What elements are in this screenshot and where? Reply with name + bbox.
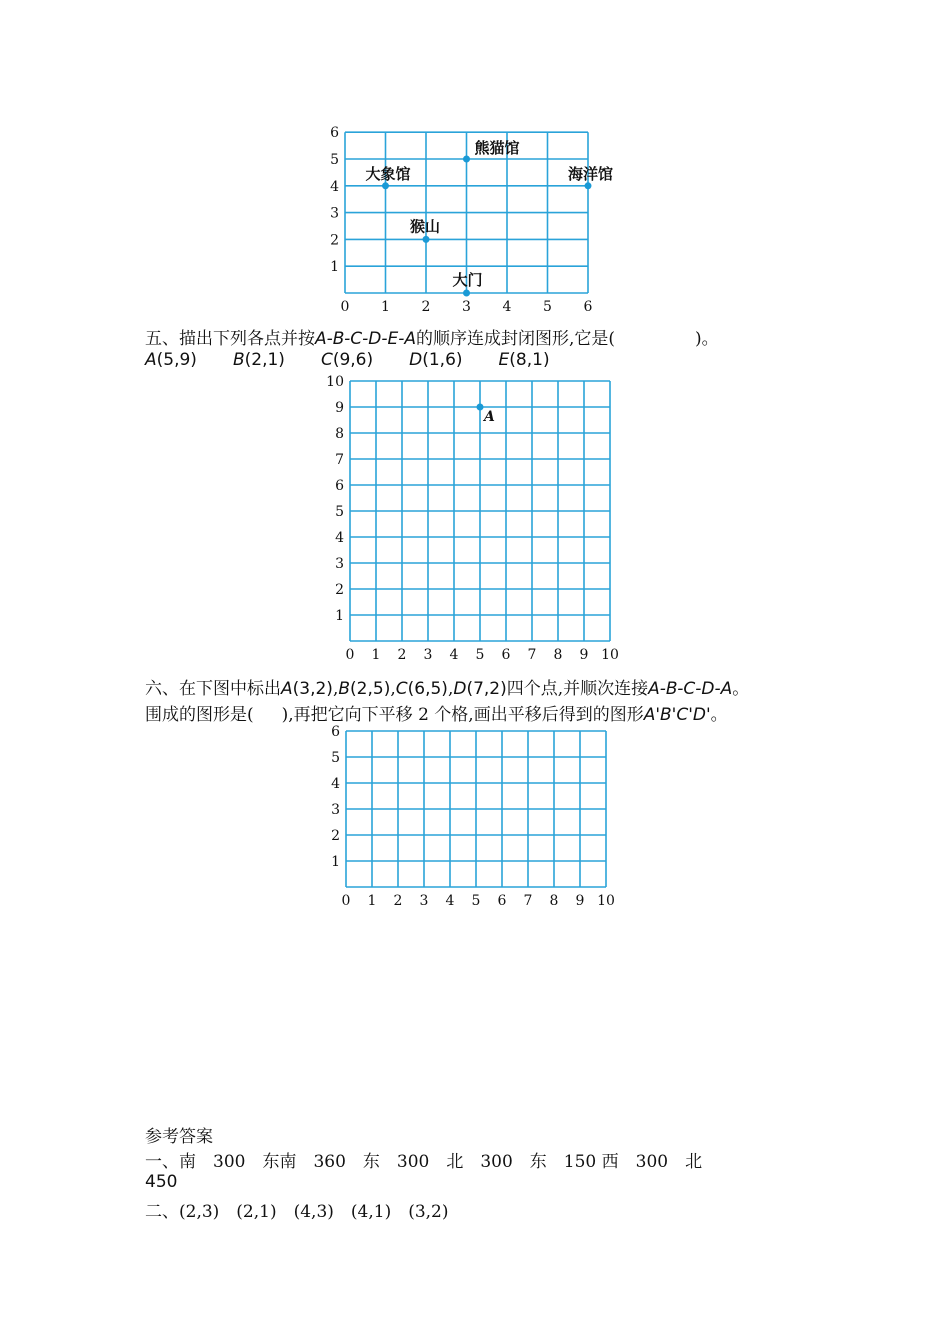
section5-seq: A-B-C-D-E-A (315, 329, 416, 349)
point-E: E(8,1) (498, 350, 550, 370)
y-tick-label: 10 (326, 374, 344, 390)
s6-letter-A: A (281, 679, 293, 699)
x-tick-label: 5 (543, 299, 552, 315)
s6-coord-B: (2,5) (350, 679, 391, 699)
x-tick-label: 5 (475, 647, 485, 663)
y-tick-label: 3 (330, 205, 339, 222)
point-A-marker (477, 404, 484, 411)
y-tick-label: 2 (335, 582, 344, 598)
zoo-map-svg (320, 120, 620, 320)
point-C: C(9,6) (320, 350, 374, 370)
section5-points (145, 350, 550, 370)
y-tick-label: 2 (331, 828, 340, 844)
x-tick-label: 2 (397, 647, 407, 663)
point-A-label: A (484, 409, 495, 425)
x-tick-label: 3 (419, 893, 429, 909)
point-B: B(2,1) (232, 350, 285, 370)
section5-close: )。 (695, 329, 719, 349)
x-tick-label: 8 (553, 647, 563, 663)
x-tick-label: 9 (579, 647, 589, 663)
s6-letter-B: B (338, 679, 351, 699)
x-tick-label: 2 (393, 893, 403, 909)
place-point (585, 182, 592, 189)
place-point (463, 156, 470, 163)
s6-coord-C: (6,5) (407, 679, 448, 699)
section5-question (145, 324, 719, 349)
y-tick-label: 3 (331, 802, 340, 818)
s6-letter-C: C (395, 679, 408, 699)
s6-coord-A: (3,2) (292, 679, 333, 699)
section5-suffix: 的顺序连成封闭图形,它是( (416, 329, 616, 349)
place-label: 熊猫馆 (474, 139, 520, 157)
x-tick-label: 1 (367, 893, 377, 909)
section6-line2-prefix: 围成的图形是( (145, 705, 254, 725)
y-tick-label: 8 (335, 426, 344, 442)
y-tick-label: 5 (331, 750, 340, 766)
x-tick-label: 4 (449, 647, 459, 663)
y-tick-label: 4 (331, 776, 340, 792)
s6-letter-D: D (453, 679, 467, 699)
section6-grid-svg (320, 722, 630, 912)
x-tick-label: 10 (597, 893, 615, 909)
x-tick-label: 10 (601, 647, 619, 663)
place-point (423, 236, 430, 243)
x-tick-label: 8 (549, 893, 559, 909)
section6-seq: A-B-C-D-A (648, 679, 733, 699)
s6-coord-D: (7,2) (466, 679, 507, 699)
section6-mid: 四个点,并顺次连接 (506, 679, 649, 699)
x-tick-label: 7 (523, 893, 533, 909)
y-tick-label: 4 (335, 530, 344, 546)
y-tick-label: 3 (335, 556, 344, 572)
x-tick-label: 9 (575, 893, 585, 909)
answers-line2: 450 (145, 1172, 178, 1192)
section6-line2-mid: ),再把它向下平移 2 个格,画出平移后得到的图形 (281, 705, 644, 725)
y-tick-label: 7 (335, 452, 344, 468)
x-tick-label: 5 (471, 893, 481, 909)
x-tick-label: 4 (445, 893, 455, 909)
y-tick-label: 9 (335, 400, 344, 416)
x-tick-label: 7 (527, 647, 537, 663)
place-label: 猴山 (410, 217, 441, 236)
section5-grid-svg (320, 372, 630, 667)
place-label: 海洋馆 (568, 164, 614, 183)
answers-title: 参考答案 (145, 1127, 213, 1147)
y-tick-label: 4 (330, 178, 339, 195)
place-label: 大门 (452, 271, 483, 289)
section6-line1: 六、在下图中标出A(3,2),B(2,5),C(6,5),D(7,2)四个点,并顺次连接A-B-C-D-A。 (145, 679, 750, 699)
y-tick-label: 1 (331, 854, 340, 870)
x-tick-label: 1 (381, 299, 390, 315)
y-tick-label: 1 (330, 259, 339, 276)
x-tick-label: 0 (341, 893, 351, 909)
y-tick-label: 1 (335, 608, 344, 624)
place-point (382, 182, 389, 189)
section6-grid (320, 722, 630, 912)
section6-line2-end: 。 (710, 705, 728, 725)
place-label: 大象馆 (365, 164, 411, 183)
section6-figure-name: A'B'C'D' (643, 705, 711, 725)
x-tick-label: 6 (501, 647, 511, 663)
y-tick-label: 5 (330, 152, 339, 168)
x-tick-label: 6 (497, 893, 507, 909)
point-A: A(5,9) (145, 350, 197, 370)
x-tick-label: 3 (423, 647, 433, 663)
x-tick-label: 2 (421, 299, 431, 315)
zoo-map-grid (320, 120, 620, 320)
section5-prefix: 五、描出下列各点并按 (145, 329, 315, 349)
point-D: D(1,6) (409, 350, 463, 370)
answers-line1: 一、南 300 东南 360 东 300 北 300 东 150 西 300 北 (145, 1152, 703, 1172)
section6-prefix: 六、在下图中标出 (145, 679, 281, 699)
y-tick-label: 5 (335, 504, 344, 520)
y-tick-label: 6 (331, 724, 340, 740)
x-tick-label: 4 (502, 299, 512, 315)
y-tick-label: 6 (335, 478, 344, 494)
section6-end: 。 (732, 679, 750, 699)
x-tick-label: 0 (340, 299, 350, 315)
y-tick-label: 2 (330, 232, 339, 249)
x-tick-label: 0 (345, 647, 355, 663)
section5-grid (320, 372, 630, 667)
x-tick-label: 1 (371, 647, 381, 663)
place-point (463, 290, 470, 297)
x-tick-label: 3 (462, 299, 471, 315)
x-tick-label: 6 (583, 299, 593, 315)
answers-line3: 二、(2,3) (2,1) (4,3) (4,1) (3,2) (145, 1202, 449, 1222)
y-tick-label: 6 (330, 125, 339, 142)
